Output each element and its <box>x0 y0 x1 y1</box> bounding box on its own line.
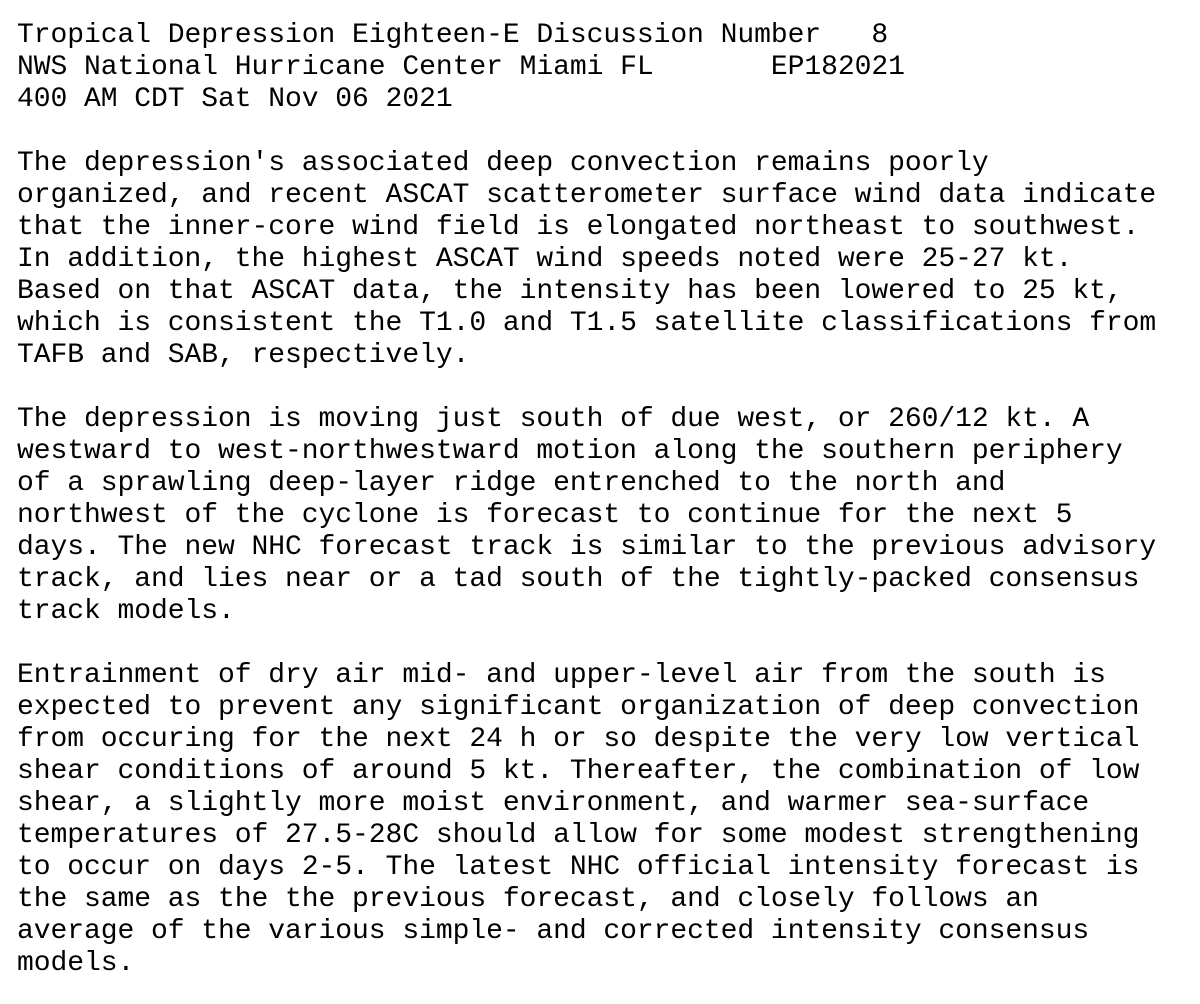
paragraph-3-line-2: expected to prevent any significant organization of deep convection <box>17 692 1140 723</box>
paragraph-1-line-4: In addition, the highest ASCAT wind speeds noted were 25-27 kt. <box>17 244 1073 275</box>
paragraph-2-line-1: The depression is moving just south of due west, or 260/12 kt. A <box>17 404 1090 435</box>
paragraph-3-line-10: models. <box>17 948 135 979</box>
paragraph-1-line-7: TAFB and SAB, respectively. <box>17 340 470 371</box>
paragraph-3-line-3: from occuring for the next 24 h or so despite the very low vertical <box>17 724 1140 755</box>
paragraph-2-line-4: northwest of the cyclone is forecast to continue for the next 5 <box>17 500 1073 531</box>
paragraph-1-line-1: The depression's associated deep convection remains poorly <box>17 148 989 179</box>
paragraph-3-line-4: shear conditions of around 5 kt. Thereafter, the combination of low <box>17 756 1140 787</box>
blank-line <box>17 628 1156 660</box>
paragraph-3-line-9: average of the various simple- and corrected intensity consensus <box>17 916 1090 947</box>
header-title-line: Tropical Depression Eighteen-E Discussion Number 8 <box>17 20 889 51</box>
paragraph-2-line-7: track models. <box>17 596 235 627</box>
paragraph-2-line-2: westward to west-northwestward motion along the southern periphery <box>17 436 1123 467</box>
paragraph-3-line-6: temperatures of 27.5-28C should allow for some modest strengthening <box>17 820 1140 851</box>
paragraph-3-line-7: to occur on days 2-5. The latest NHC official intensity forecast is <box>17 852 1140 883</box>
blank-line <box>17 372 1156 404</box>
paragraph-2-line-3: of a sprawling deep-layer ridge entrenched to the north and <box>17 468 1006 499</box>
paragraph-1-line-6: which is consistent the T1.0 and T1.5 satellite classifications from <box>17 308 1157 339</box>
discussion-document <box>17 20 1156 980</box>
paragraph-1-line-5: Based on that ASCAT data, the intensity has been lowered to 25 kt, <box>17 276 1123 307</box>
paragraph-3-line-8: the same as the the previous forecast, and closely follows an <box>17 884 1039 915</box>
paragraph-3-line-1: Entrainment of dry air mid- and upper-level air from the south is <box>17 660 1106 691</box>
header-time-line: 400 AM CDT Sat Nov 06 2021 <box>17 84 453 115</box>
paragraph-2-line-6: track, and lies near or a tad south of the tightly-packed consensus <box>17 564 1140 595</box>
paragraph-1-line-2: organized, and recent ASCAT scatterometer surface wind data indicate <box>17 180 1157 211</box>
paragraph-1-line-3: that the inner-core wind field is elongated northeast to southwest. <box>17 212 1140 243</box>
blank-line <box>17 116 1156 148</box>
header-office-line: NWS National Hurricane Center Miami FL EP182021 <box>17 52 905 83</box>
paragraph-2-line-5: days. The new NHC forecast track is similar to the previous advisory <box>17 532 1157 563</box>
paragraph-3-line-5: shear, a slightly more moist environment, and warmer sea-surface <box>17 788 1090 819</box>
